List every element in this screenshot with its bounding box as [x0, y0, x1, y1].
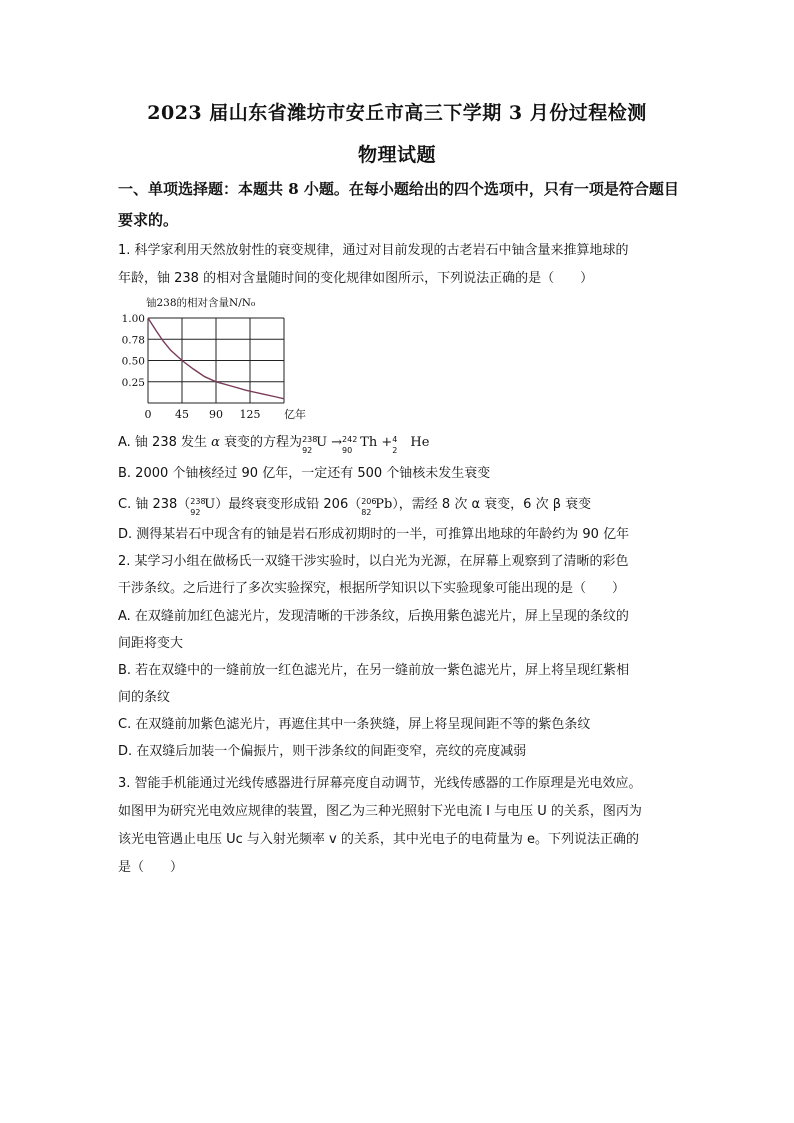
exam-title: 2023 届山东省潍坊市安丘市高三下学期 3 月份过程检测	[147, 102, 647, 124]
q2-stem-line2: 干涉条纹。之后进行了多次实验探究，根据所学知识以下实验现象可能出现的是（ ）	[118, 581, 626, 596]
chart-title: 铀238的相对含量N/N₀	[146, 297, 256, 309]
q1-option-a	[118, 433, 698, 455]
he-nuclide-index	[392, 433, 406, 455]
q1-option-d: D. 测得某岩石中现含有的铀是岩石形成初期时的一半，可推算出地球的年龄约为 90 亿年	[118, 527, 630, 542]
y-tick-label: 1.00	[121, 313, 145, 325]
th-charge: 90	[342, 446, 353, 455]
exam-subtitle: 物理试题	[357, 144, 436, 166]
pb-charge: 82	[361, 508, 372, 517]
y-tick-labels	[122, 313, 145, 389]
th-mass: 242	[342, 435, 358, 444]
pb-mass: 206	[361, 497, 377, 506]
option-c-suffix: ），需经 8 次 α 衰变，6 次 β 衰变	[392, 497, 592, 512]
he-charge: 2	[392, 446, 398, 455]
q1-option-c	[118, 495, 698, 517]
pb-nuclide-index	[361, 495, 377, 517]
x-tick-label: 125	[239, 408, 261, 421]
u-charge-c: 92	[190, 508, 201, 517]
th-symbol: Th +	[356, 435, 393, 450]
y-tick-label: 0.25	[121, 376, 145, 389]
u-symbol-c: U	[204, 497, 216, 512]
y-tick-label: 0.78	[121, 334, 145, 347]
uranium-decay-chart	[118, 292, 318, 424]
q3-stem-line2: 如图甲为研究光电效应规律的装置，图乙为三种光照射下光电流 I 与电压 U 的关系，图丙为	[118, 804, 642, 819]
q2-stem-line1: 2. 某学习小组在做杨氏一双缝干涉实验时，以白光为光源，在屏幕上观察到了清晰的彩色	[118, 554, 629, 569]
th-nuclide-index	[342, 433, 358, 455]
he-mass: 4	[392, 435, 398, 444]
q2-option-a-line1: A. 在双缝前加红色滤光片，发现清晰的干涉条纹，后换用紫色滤光片，屏上呈现的条纹的	[118, 609, 629, 624]
q1-stem-line2: 年龄，铀 238 的相对含量随时间的变化规律如图所示，下列说法正确的是（ ）	[118, 271, 594, 286]
q1-option-b: B. 2000 个铀核经过 90 亿年，一定还有 500 个铀核未发生衰变	[118, 466, 491, 481]
u-mass-c: 238	[190, 497, 206, 506]
u-symbol-arrow: U →	[316, 435, 343, 450]
y-tick-label: 0.50	[121, 355, 145, 368]
option-a-mid: 衰变的方程为	[219, 435, 303, 450]
u-mass: 238	[302, 435, 318, 444]
x-axis-label: 亿年	[284, 408, 306, 421]
q2-option-d: D. 在双缝后加装一个偏振片，则干涉条纹的间距变窄，亮纹的亮度减弱	[118, 744, 527, 759]
q3-stem-line4: 是（ ）	[118, 860, 184, 875]
section-heading: 一、单项选择题：本题共 8 小题。在每小题给出的四个选项中，只有一项是符合题目要求的。	[118, 180, 679, 229]
x-tick-label: 45	[175, 408, 189, 421]
u-charge: 92	[302, 446, 313, 455]
u-nuclide-index-c	[190, 495, 206, 517]
u-nuclide-index	[302, 433, 318, 455]
q3-stem-line3: 该光电管遇止电压 Uc 与入射光频率 v 的关系，其中光电子的电荷量为 e。下列说法正确的	[118, 832, 640, 847]
chart-grid	[148, 318, 284, 403]
option-a-prefix: A. 铀 238 发生	[118, 435, 212, 450]
option-c-mid: ）最终衰变形成铅 206（	[215, 497, 362, 512]
q2-option-a-line2: 间距将变大	[118, 636, 184, 651]
option-c-prefix: C. 铀 238（	[118, 497, 191, 512]
he-symbol: He	[406, 435, 430, 450]
q2-option-c: C. 在双缝前加紫色滤光片，再遮住其中一条狭缝，屏上将呈现间距不等的紫色条纹	[118, 717, 591, 732]
q3-stem-line1: 3. 智能手机能通过光线传感器进行屏幕亮度自动调节，光线传感器的工作原理是光电效应。	[118, 776, 642, 791]
q1-stem-line1: 1. 科学家利用天然放射性的衰变规律，通过对目前发现的古老岩石中铀含量来推算地球的	[118, 243, 629, 258]
pb-symbol: Pb	[375, 497, 393, 512]
q2-option-b-line2: 间的条纹	[118, 690, 171, 705]
x-tick-labels	[145, 408, 261, 421]
x-tick-label: 90	[209, 408, 223, 421]
alpha-symbol: α	[211, 435, 220, 450]
q2-option-b-line1: B. 若在双缝中的一缝前放一红色滤光片，在另一缝前放一紫色滤光片，屏上将呈现红紫相	[118, 663, 630, 678]
x-tick-label: 0	[144, 408, 152, 421]
